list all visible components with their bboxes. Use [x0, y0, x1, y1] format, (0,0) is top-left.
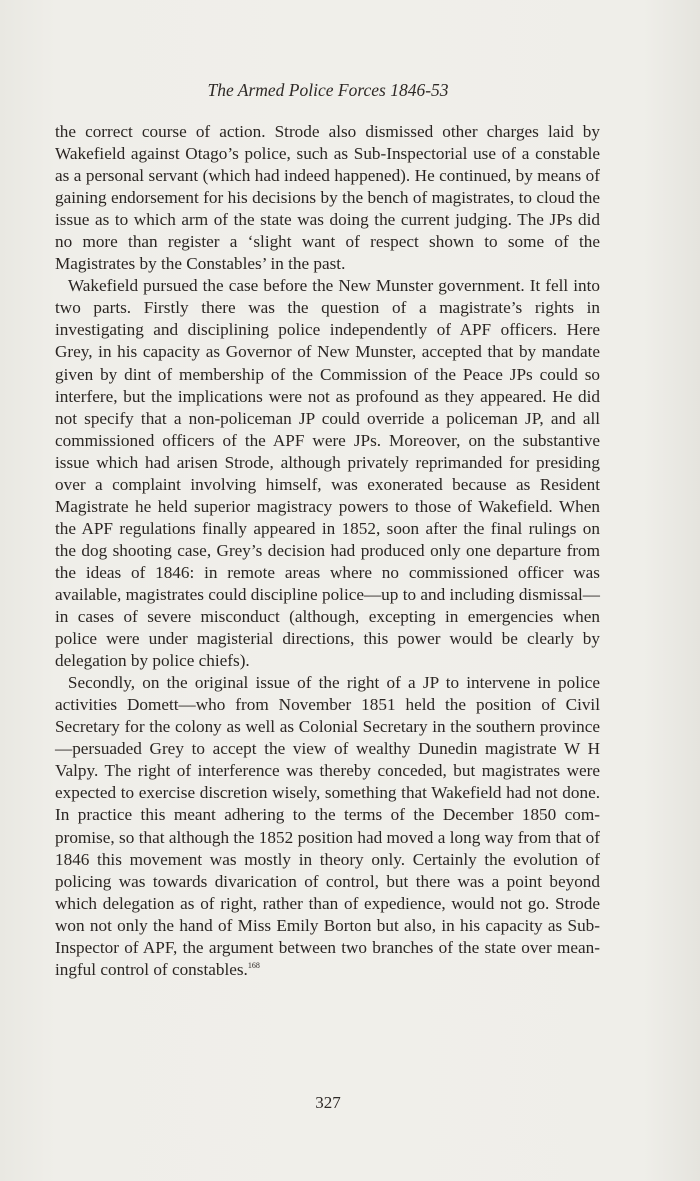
paragraph-secondly-text: Secondly, on the original issue of the right of a JP to intervene in police activities Domett—who from November 1851 held the position of Civil Secretary for the colony as well as Colonial Secretary in the southern province—persuaded Grey to accept the view of wealthy Dunedin magistrate W H Valpy. The right of interference was thereby conceded, but magistrates were expected to exercise discretion wisely, something that Wakefield had not done. In practice this meant adhering to the terms of the December 1850 compromise, so that although the 1852 position had moved a long way from that of 1846 this movement was mostly in theory only. Certainly the evolution of policing was towards divarication of control, but there was a point beyond which delegation as of right, rather than of expedience, would not go. Strode won not only the hand of Miss Emily Borton but also, in his capacity as Sub-Inspector of APF, the argument between two branches of the state over meaningful control of constables.: [55, 673, 600, 979]
footnote-reference: 168: [247, 960, 260, 970]
paragraph-secondly: [55, 672, 600, 981]
body-text: [55, 121, 600, 981]
paragraph-continuation: the correct course of action. Strode also dismissed other charges laid by Wakefield against Otago’s police, such as Sub-Inspectorial use of a constable as a personal servant (which had indeed happened). He continued, by means of gaining endorsement for his decisions by the bench of magistrates, to cloud the issue as to which arm of the state was doing the current judging. The JPs did no more than register a ‘slight want of respect shown to some of the Magistrates by the Constables’ in the past.: [55, 122, 600, 274]
paragraph-wakefield-case: Wakefield pursued the case before the New Munster government. It fell into two parts. Firstly there was the question of a magistrate’s rights in investigating and disciplining police independently of APF officers. Here Grey, in his capacity as Governor of New Munster, accepted that by mandate given by dint of membership of the Commission of the Peace JPs could so interfere, but the implications were not as profound as they appeared. He did not specify that a non-policeman JP could override a policeman JP, and all commissioned officers of the APF were JPs. Moreover, on the substantive issue which had arisen Strode, although privately reprimanded for presiding over a complaint involving himself, was exonerated because as Resident Magistrate he held superior magistracy powers to those of Wakefield. When the APF regulations finally appeared in 1852, soon after the final rulings on the dog shooting case, Grey’s decision had produced only one departure from the ideas of 1846: in remote areas where no commissioned officer was available, magistrates could discipline police—up to and including dismissal—in cases of severe misconduct (although, excepting in emergencies when police were under magisterial directions, this power would be clearly by delegation by police chiefs).: [55, 276, 600, 671]
running-head: The Armed Police Forces 1846-53: [207, 80, 449, 100]
page-number: 327: [315, 1093, 341, 1112]
